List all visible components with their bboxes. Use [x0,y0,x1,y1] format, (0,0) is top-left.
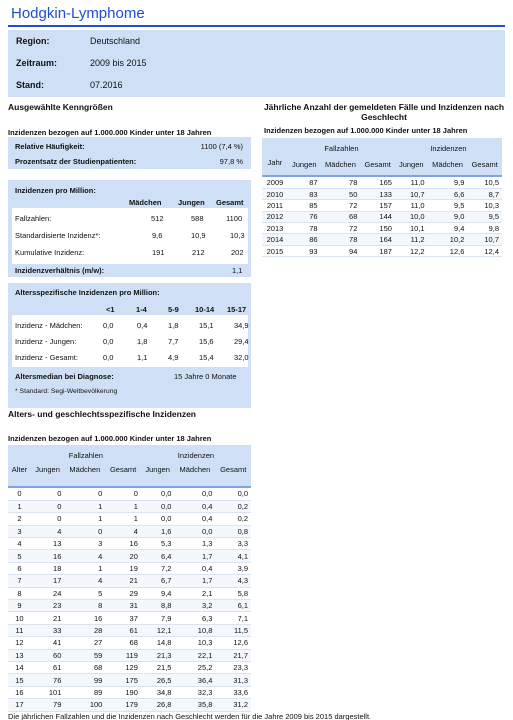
table-cell: 8 [64,600,105,612]
table-cell: 9,5 [428,200,468,211]
table-cell: 0,0 [141,513,175,525]
table-cell: 59 [64,649,105,661]
table-cell: 12,1 [141,624,175,636]
age-cell: 7,7 [168,337,179,346]
table-cell: 157 [360,200,395,211]
table-row [8,612,251,624]
table-cell: 9,9 [428,177,468,188]
meta-panel [8,30,505,97]
age-title: Altersspezifische Inzidenzen pro Million: [15,288,160,297]
table-cell: 3,9 [215,562,251,574]
table-cell: 60 [31,649,65,661]
table-cell: 10,7 [395,188,428,199]
table-cell: 0,0 [174,488,215,500]
table-cell: 85 [288,200,321,211]
table-cell: 100 [64,699,105,711]
table-cell: 21 [31,612,65,624]
table-cell: 78 [288,223,321,234]
table-cell: 1 [105,500,141,512]
table-cell: 28 [64,624,105,636]
rel-value: 1100 (7,4 %) [200,142,243,151]
table-cell: 3,2 [174,600,215,612]
right-subheading: Inzidenzen bezogen auf 1.000.000 Kinder unter 18 Jahren [264,126,468,135]
table-cell: 35,8 [174,699,215,711]
table-cell: 1 [105,513,141,525]
table-cell: 0 [64,488,105,500]
table-cell: 0,2 [215,500,251,512]
right-heading: Jährliche Anzahl der gemeldeten Fälle und Inzidenzen nach Geschlecht [263,102,505,122]
meta-value: Deutschland [90,36,141,46]
table-cell: 2009 [262,177,288,188]
table-cell: 119 [105,649,141,661]
table-cell: 17 [8,699,31,711]
table-cell: 10,1 [395,223,428,234]
table-header-spacer [262,138,288,153]
table-cell: 68 [64,661,105,673]
meta-value: 07.2016 [90,80,123,90]
table-cell: 24 [31,587,65,599]
table-cell: 68 [321,211,361,222]
table-cell: 9 [8,600,31,612]
table-cell: 72 [321,200,361,211]
age-row-label: Inzidenz - Jungen: [15,337,77,346]
table-cell: 11 [8,624,31,636]
table-cell: 0 [31,513,65,525]
table-cell: 6,7 [141,575,175,587]
col-header: Mädchen [64,460,105,486]
table-cell: 9,4 [428,223,468,234]
table-cell: 13 [8,649,31,661]
table-row [8,562,251,574]
pct-label: Prozentsatz der Studienpatienten: [15,157,137,166]
col-header: Jungen [395,153,428,175]
group-incidence: Inzidenzen [395,138,502,153]
table-row [8,637,251,649]
table-cell: 7,1 [215,612,251,624]
table-cell: 32,3 [174,686,215,698]
table-cell: 22,1 [174,649,215,661]
annual-table [262,138,502,257]
table-cell: 16 [8,686,31,698]
ipm-cell: 588 [191,214,204,223]
table-row [262,245,502,256]
footer-text: Die jährlichen Fallzahlen und die Inzidenzen nach Geschlecht werden für die Jahre 2009 bis 2015 dargestellt. [8,712,372,720]
table-cell: 5,3 [141,538,175,550]
table-cell: 10,0 [395,211,428,222]
table-row [8,674,251,686]
ipm-col-girls: Mädchen [129,198,162,207]
table-row [8,575,251,587]
table-cell: 10,2 [428,234,468,245]
table-row [8,661,251,673]
table-cell: 0 [31,500,65,512]
table-cell: 72 [321,223,361,234]
table-cell: 9,4 [141,587,175,599]
ipm-cell: 191 [152,248,165,257]
col-header: Jungen [288,153,321,175]
table-cell: 10,3 [467,200,502,211]
table-cell: 79 [31,699,65,711]
table-cell: 23,3 [215,661,251,673]
table-cell: 10,7 [467,234,502,245]
page-title: Hodgkin-Lymphome [11,5,145,22]
age-cell: 32,0 [234,353,249,362]
bottom-subheading: Inzidenzen bezogen auf 1.000.000 Kinder unter 18 Jahren [8,434,212,443]
table-cell: 83 [288,188,321,199]
table-cell: 6 [8,562,31,574]
age-cell: 34,9 [234,321,249,330]
table-cell: 101 [31,686,65,698]
table-cell: 5 [8,550,31,562]
table-cell: 12,6 [428,245,468,256]
col-year: Jahr [262,153,288,175]
table-cell: 1,3 [174,538,215,550]
age-col: 10-14 [195,305,215,314]
age-row-label: Inzidenz - Gesamt: [15,353,78,362]
table-cell: 3 [8,525,31,537]
table-cell: 61 [105,624,141,636]
age-cell: 0,0 [103,353,114,362]
ipm-cell: 10,3 [230,231,245,240]
table-cell: 8 [8,587,31,599]
table-cell: 2015 [262,245,288,256]
table-cell: 12,6 [215,637,251,649]
table-cell: 99 [64,674,105,686]
ipm-cell: 212 [192,248,205,257]
table-header-spacer [8,445,31,460]
incidence-per-million-box [8,180,251,277]
table-cell: 19 [105,562,141,574]
table-row [262,234,502,245]
col-header: Jungen [141,460,175,486]
ipm-cell: 10,9 [191,231,206,240]
table-cell: 6,4 [141,550,175,562]
table-cell: 175 [105,674,141,686]
table-cell: 86 [288,234,321,245]
table-cell: 10 [8,612,31,624]
col-header: Mädchen [321,153,361,175]
table-cell: 0 [8,488,31,500]
table-cell: 1 [64,562,105,574]
meta-label: Region: [16,36,50,46]
table-cell: 7,2 [141,562,175,574]
table-cell: 133 [360,188,395,199]
table-cell: 76 [31,674,65,686]
table-cell: 4 [105,525,141,537]
table-cell: 4 [31,525,65,537]
table-cell: 26,5 [141,674,175,686]
table-cell: 190 [105,686,141,698]
table-cell: 0 [64,525,105,537]
table-cell: 89 [64,686,105,698]
col-header: Jungen [31,460,65,486]
table-cell: 2014 [262,234,288,245]
table-cell: 16 [64,612,105,624]
table-row [8,587,251,599]
table-cell: 12 [8,637,31,649]
table-row [8,686,251,698]
table-row [8,525,251,537]
table-cell: 2013 [262,223,288,234]
table-cell: 33 [31,624,65,636]
table-cell: 8,7 [467,188,502,199]
col-header: Gesamt [467,153,502,175]
col-header: Mädchen [428,153,468,175]
table-cell: 11,2 [395,234,428,245]
table-cell: 0,0 [141,500,175,512]
table-cell: 61 [31,661,65,673]
col-header: Gesamt [360,153,395,175]
col-header: Gesamt [105,460,141,486]
median-value: 15 Jahre 0 Monate [174,372,237,381]
age-cell: 0,0 [103,321,114,330]
table-cell: 12,2 [395,245,428,256]
table-cell: 9,5 [467,211,502,222]
age-cell: 15,1 [199,321,214,330]
group-cases: Fallzahlen [288,138,395,153]
pct-value: 97,8 % [219,157,243,166]
table-cell: 14,8 [141,637,175,649]
table-cell: 11,0 [395,177,428,188]
table-cell: 13 [31,538,65,550]
table-cell: 144 [360,211,395,222]
table-cell: 17 [31,575,65,587]
table-cell: 5,8 [215,587,251,599]
table-cell: 4,1 [215,550,251,562]
table-row [8,550,251,562]
left-subheading: Inzidenzen bezogen auf 1.000.000 Kinder unter 18 Jahren [8,128,212,137]
table-cell: 36,4 [174,674,215,686]
table-cell: 164 [360,234,395,245]
table-row [8,624,251,636]
table-cell: 21,5 [141,661,175,673]
table-cell: 0,2 [215,513,251,525]
table-cell: 94 [321,245,361,256]
table-cell: 4 [64,550,105,562]
ratio-value: 1,1 [232,266,243,275]
table-cell: 7 [8,575,31,587]
table-cell: 6,1 [215,600,251,612]
table-cell: 16 [105,538,141,550]
table-row [8,699,251,711]
ipm-row-label: Kumulative Inzidenz: [15,248,85,257]
table-cell: 14 [8,661,31,673]
table-cell: 18 [31,562,65,574]
table-cell: 31,3 [215,674,251,686]
table-cell: 6,6 [428,188,468,199]
table-cell: 11,0 [395,200,428,211]
ratio-label: Inzidenzverhältnis (m/w): [15,266,105,275]
table-cell: 0,0 [141,488,175,500]
table-cell: 9,8 [467,223,502,234]
table-cell: 21 [105,575,141,587]
table-cell: 10,5 [467,177,502,188]
age-col: 15-17 [227,305,247,314]
table-cell: 12,4 [467,245,502,256]
title-divider [8,25,505,27]
age-cell: 0,0 [103,337,114,346]
table-row [8,538,251,550]
table-cell: 1,6 [141,525,175,537]
table-cell: 9,0 [428,211,468,222]
ipm-cell: 512 [151,214,164,223]
table-row [8,649,251,661]
table-cell: 0,4 [174,500,215,512]
table-row [262,188,502,199]
table-cell: 0 [31,488,65,500]
table-cell: 1,7 [174,575,215,587]
age-row-label: Inzidenz - Mädchen: [15,321,83,330]
table-cell: 4 [8,538,31,550]
table-cell: 34,8 [141,686,175,698]
table-cell: 33,6 [215,686,251,698]
median-label: Altersmedian bei Diagnose: [15,372,114,381]
age-cell: 0,4 [137,321,148,330]
table-cell: 31,2 [215,699,251,711]
table-cell: 41 [31,637,65,649]
bottom-heading: Alters- und geschlechtsspezifische Inzidenzen [8,409,196,419]
table-row [262,223,502,234]
table-cell: 15 [8,674,31,686]
table-cell: 68 [105,637,141,649]
ipm-title: Inzidenzen pro Million: [15,186,96,195]
ipm-row-label: Fallzahlen: [15,214,52,223]
table-cell: 26,8 [141,699,175,711]
table-cell: 25,2 [174,661,215,673]
table-cell: 21,7 [215,649,251,661]
table-row [262,177,502,188]
group-cases: Fallzahlen [31,445,141,460]
table-cell: 20 [105,550,141,562]
meta-label: Zeitraum: [16,58,58,68]
table-cell: 4,3 [215,575,251,587]
table-cell: 150 [360,223,395,234]
table-cell: 93 [288,245,321,256]
age-cell: 4,9 [168,353,179,362]
table-cell: 1,7 [174,550,215,562]
table-cell: 2011 [262,200,288,211]
left-heading: Ausgewählte Kenngrößen [8,102,113,112]
table-cell: 21,3 [141,649,175,661]
table-cell: 2012 [262,211,288,222]
table-cell: 16 [31,550,65,562]
table-cell: 0,4 [174,562,215,574]
table-cell: 1 [64,513,105,525]
group-incidence: Inzidenzen [141,445,251,460]
table-cell: 0,8 [215,525,251,537]
age-cell: 1,1 [137,353,148,362]
age-cell: 1,8 [168,321,179,330]
table-cell: 3 [64,538,105,550]
table-cell: 78 [321,234,361,245]
table-cell: 0,4 [174,513,215,525]
col-header: Gesamt [215,460,251,486]
table-row [262,211,502,222]
age-table-full [8,445,251,712]
age-col: <1 [106,305,115,314]
rel-label: Relative Häufigkeit: [15,142,85,151]
table-cell: 27 [64,637,105,649]
meta-value: 2009 bis 2015 [90,58,147,68]
table-row [8,488,251,500]
table-cell: 129 [105,661,141,673]
table-cell: 87 [288,177,321,188]
table-cell: 11,5 [215,624,251,636]
table-cell: 2,1 [174,587,215,599]
age-cell: 29,4 [234,337,249,346]
table-cell: 29 [105,587,141,599]
table-cell: 8,8 [141,600,175,612]
table-cell: 0,0 [215,488,251,500]
table-row [8,500,251,512]
table-cell: 10,8 [174,624,215,636]
age-col: 1-4 [136,305,147,314]
table-cell: 78 [321,177,361,188]
table-cell: 2 [8,513,31,525]
table-cell: 7,9 [141,612,175,624]
relative-frequency-box [8,137,251,169]
col-age: Alter [8,460,31,486]
ipm-cell: 1100 [226,214,243,223]
table-cell: 2010 [262,188,288,199]
footnote: * Standard: Segi-Weltbevölkerung [15,388,118,395]
table-cell: 37 [105,612,141,624]
table-row [8,513,251,525]
table-cell: 0 [105,488,141,500]
table-cell: 165 [360,177,395,188]
ipm-table [12,208,248,264]
table-cell: 0,0 [174,525,215,537]
table-cell: 4 [64,575,105,587]
table-cell: 3,3 [215,538,251,550]
table-row [8,600,251,612]
table-cell: 10,3 [174,637,215,649]
table-cell: 5 [64,587,105,599]
table-cell: 187 [360,245,395,256]
table-cell: 1 [8,500,31,512]
age-cell: 1,8 [137,337,148,346]
table-row [262,200,502,211]
meta-label: Stand: [16,80,44,90]
table-cell: 1 [64,500,105,512]
ipm-row-label: Standardisierte Inzidenz*: [15,231,101,240]
table-cell: 23 [31,600,65,612]
col-header: Mädchen [174,460,215,486]
ipm-cell: 9,6 [152,231,163,240]
ipm-col-total: Gesamt [216,198,244,207]
table-cell: 6,3 [174,612,215,624]
ipm-col-boys: Jungen [178,198,205,207]
table-cell: 76 [288,211,321,222]
age-table [12,315,248,367]
ipm-cell: 202 [231,248,244,257]
table-cell: 31 [105,600,141,612]
age-cell: 15,6 [199,337,214,346]
age-col: 5-9 [168,305,179,314]
age-incidence-box [8,283,251,408]
table-cell: 50 [321,188,361,199]
age-cell: 15,4 [199,353,214,362]
table-cell: 179 [105,699,141,711]
